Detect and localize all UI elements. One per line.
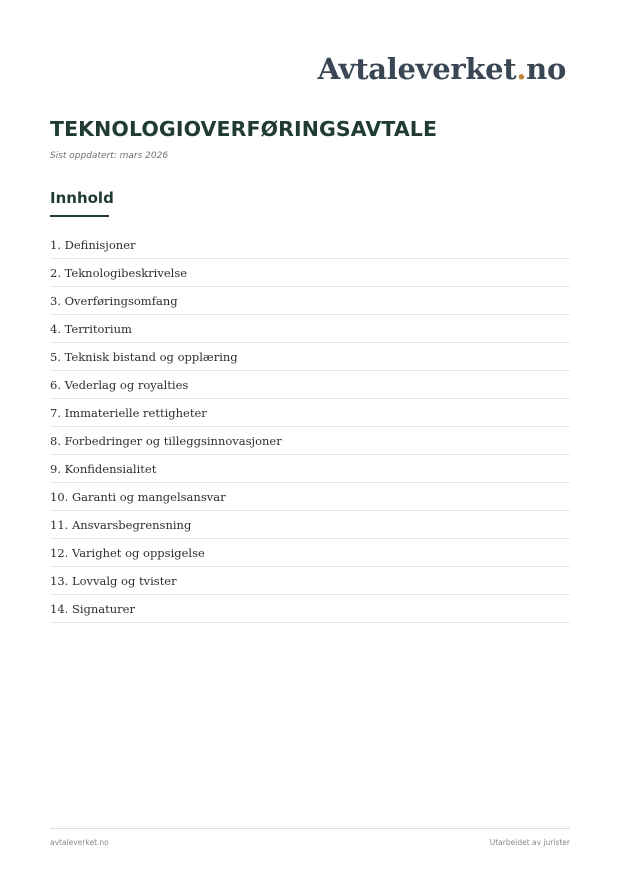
toc-item-immaterielle-rettigheter[interactable]: 7. Immaterielle rettigheter [50, 399, 570, 427]
toc-item-territorium[interactable]: 4. Territorium [50, 315, 570, 343]
toc-heading: Innhold [50, 189, 114, 207]
footer-site[interactable]: avtaleverket.no [50, 838, 109, 847]
toc-item-teknisk-bistand[interactable]: 5. Teknisk bistand og opplæring [50, 343, 570, 371]
site-logo[interactable] [318, 52, 566, 86]
document-title: TEKNOLOGIOVERFØRINGSAVTALE [50, 117, 438, 141]
toc-item-definisjoner[interactable]: 1. Definisjoner [50, 231, 570, 259]
toc-item-konfidensialitet[interactable]: 9. Konfidensialitet [50, 455, 570, 483]
toc-item-lovvalg[interactable]: 13. Lovvalg og tvister [50, 567, 570, 595]
footer-credit: Utarbeidet av jurister [489, 838, 570, 847]
logo-tld: no [526, 52, 566, 86]
toc-heading-underline [50, 215, 109, 217]
last-updated: Sist oppdatert: mars 2026 [50, 151, 169, 161]
logo-dot: . [516, 52, 527, 86]
toc-item-vederlag[interactable]: 6. Vederlag og royalties [50, 371, 570, 399]
table-of-contents [50, 231, 570, 623]
footer-divider [50, 828, 570, 829]
toc-item-garanti[interactable]: 10. Garanti og mangelsansvar [50, 483, 570, 511]
toc-item-teknologibeskrivelse[interactable]: 2. Teknologibeskrivelse [50, 259, 570, 287]
logo-name: Avtaleverket [317, 52, 517, 86]
toc-item-ansvarsbegrensning[interactable]: 11. Ansvarsbegrensning [50, 511, 570, 539]
toc-item-forbedringer[interactable]: 8. Forbedringer og tilleggsinnovasjoner [50, 427, 570, 455]
toc-item-signaturer[interactable]: 14. Signaturer [50, 595, 570, 623]
toc-item-overforingsomfang[interactable]: 3. Overføringsomfang [50, 287, 570, 315]
toc-item-varighet[interactable]: 12. Varighet og oppsigelse [50, 539, 570, 567]
